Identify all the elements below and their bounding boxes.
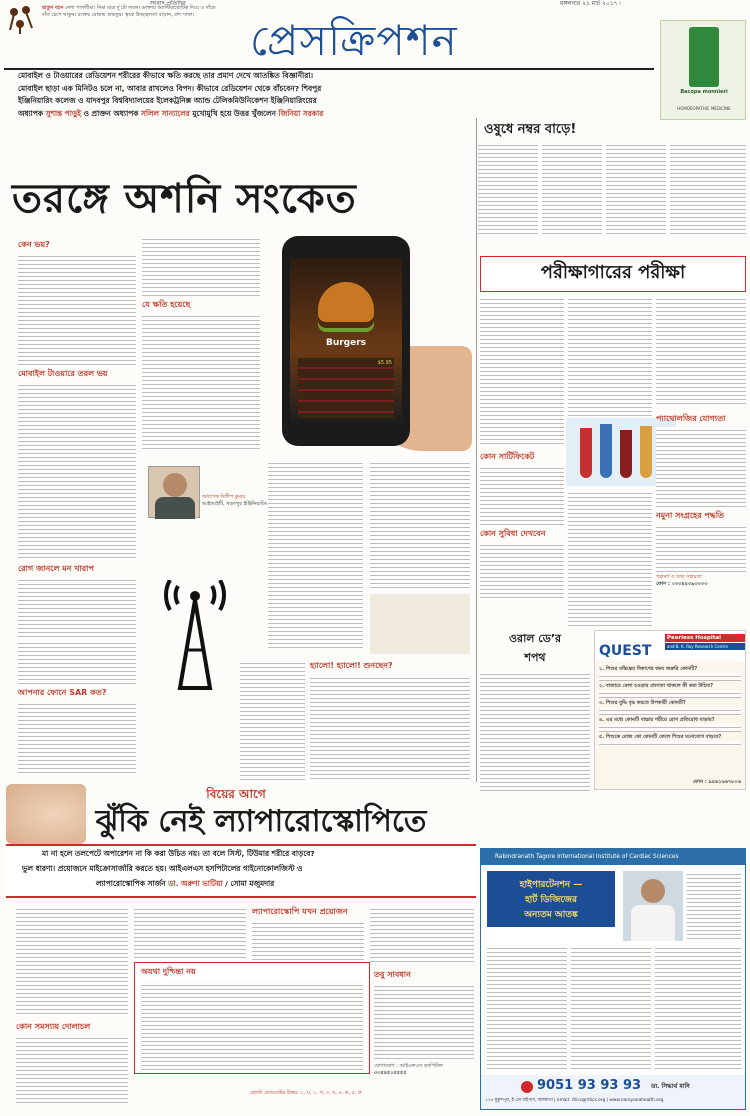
text-block <box>656 427 746 507</box>
exam-title: পরীক্ষাগারের পরীক্ষা <box>540 262 686 283</box>
exam-phone: ফোন : ০৩৩৪৪৩৯৩৩৩৩ <box>656 581 708 587</box>
text-block <box>18 253 136 365</box>
burger-image <box>318 282 374 322</box>
quest-header <box>595 631 745 661</box>
laparo-intro-bar <box>6 844 476 898</box>
laparo-sub1: ল্যাপারোস্কোপি যখন প্রয়োজন <box>252 907 348 916</box>
text-block <box>656 524 746 572</box>
section-sar: আপনার ফোনে SAR কত? <box>18 688 107 697</box>
laparo-col-4 <box>374 966 474 1077</box>
text-block <box>18 701 136 773</box>
rtiics-title-box <box>487 871 615 927</box>
text-block <box>480 465 564 525</box>
rtiics-doctor: ডা. সিদ্ধার্থ মানি <box>651 1083 690 1090</box>
advisor-label: পরামর্শ ও তথ্য সহায়তা <box>656 574 702 580</box>
teaser <box>42 5 217 19</box>
tips-title: হ্যালো! হ্যালো! শুনছেন? <box>310 661 393 670</box>
text-block <box>542 142 602 236</box>
sample-title: নমুনা সংগ্রহের পদ্ধতি <box>656 511 725 520</box>
quest-phone: ফোন : ৯৪৬১৬৬৭৮০৬ <box>692 779 741 785</box>
text-block <box>18 640 136 684</box>
text-block <box>141 982 363 1072</box>
pathology-title: প্যাথোলজির যোগ্যতা <box>656 414 726 423</box>
quest-q5: ৫. শিশুকে রোজ কো কোনটি ফেলে শিশুর মনোযোগ বাড়বে? <box>599 734 722 740</box>
laparo-callout <box>134 962 370 1074</box>
text-block <box>240 660 305 780</box>
text-block <box>480 671 590 791</box>
text-block <box>252 920 364 964</box>
callout-title: অযথা দুশ্চিন্তা নয় <box>141 967 196 976</box>
page-title: প্রেসক্রিপশন <box>250 16 458 65</box>
text-block <box>268 460 363 650</box>
text-block <box>142 313 260 449</box>
exam-sub1: কোন সার্টিফিকেট <box>480 452 535 461</box>
laparo-headline: ঝুঁকি নেই ল্যাপারোস্কোপিতে <box>95 804 427 839</box>
clove-image <box>6 4 38 34</box>
pathology-box <box>656 410 746 588</box>
oral-article <box>480 630 590 790</box>
laparo-intro-3: ল্যাপারোস্কোপিক সার্জন ডা. অরুণা ভাটিয়া / সোমা মজুমদার <box>96 879 275 888</box>
doctor-name: ডা. অরুণা ভাটিয়া <box>168 879 223 888</box>
medicine-title: ওষুধে নম্বর বাড়ে! <box>484 122 577 137</box>
section-disease: রোগ জানলে মন খারাপ <box>18 564 94 573</box>
text-block <box>655 945 741 1071</box>
section-harm: যে ক্ষতি হয়েছে <box>142 300 191 309</box>
tips-box <box>310 660 470 780</box>
expert-title: আইআইটি, খড়্গপুর ইঞ্জিনিয়ারিং <box>202 501 268 507</box>
hospital-centre: and B. K. Roy Research Centre <box>665 643 745 650</box>
column-rule <box>476 118 477 782</box>
expert-name-2: সলিল সান্যালের <box>140 108 190 118</box>
expert-name: অধ্যাপক দিলীপ কুমার <box>202 494 246 500</box>
app-price: $5.95 <box>377 360 392 366</box>
text-block <box>670 142 746 236</box>
text-block <box>487 945 567 1071</box>
expert-caption <box>202 494 268 508</box>
oral-title: ওরাল ডে’র <box>508 632 562 645</box>
lead-headline: তরঙ্গে অশনি সংকেত <box>12 176 357 222</box>
rtiics-name: Rabindranath Tagore International Institute of Cardiac Sciences <box>495 854 679 860</box>
hospital-name: Peerless Hospital <box>665 634 745 642</box>
text-block <box>480 542 564 598</box>
text-block <box>606 142 666 236</box>
doctor-photo <box>623 871 683 941</box>
ad-maker: HOMOEOPATHIC MEDICINE <box>677 106 731 111</box>
rtiics-title-3: অন্যতম আতঙ্ক <box>524 910 578 920</box>
rtiics-title: হাইপারটেনশন — <box>519 880 583 890</box>
rtiics-header <box>481 849 745 865</box>
author-name: জিনিয়া সরকার <box>278 108 324 118</box>
text-block <box>18 382 136 560</box>
lead-middle-column <box>142 236 260 466</box>
header-ad <box>660 20 746 120</box>
rtiics-title-2: হার্ট ডিজিজের <box>525 895 577 905</box>
intro-line-3: ইঞ্জিনিয়ারিং কলেজ ও যাদবপুর বিশ্ববিদ্যালয়ের ইলেকট্রনিক্স অ্যান্ড টেলিকমিউনিকেশন ইঞ্জিনিয়ারিংয়ের <box>18 96 317 105</box>
laparo-col-3 <box>252 906 364 964</box>
section-why: কেন ভয়? <box>18 240 50 249</box>
ad-brand: Bacopa monnieri <box>680 89 728 95</box>
exam-banner <box>480 256 746 292</box>
quest-q3: ৩. শিশুর বুদ্ধি বৃদ্ধ করতে উপকারী কোনটি? <box>599 700 686 706</box>
phone-hand-image <box>262 226 474 456</box>
medicine-bottle-image <box>689 27 719 87</box>
exam-sub2: কোন সুবিধা দেখবেন <box>480 529 546 538</box>
phone-body <box>282 236 410 446</box>
text-block <box>374 983 474 1061</box>
text-block <box>134 906 246 958</box>
medicine-article <box>478 118 748 238</box>
laparo-contact-phone: ৩৩৫৪৫০৫৫৫৫ <box>374 1070 407 1076</box>
text-block <box>480 296 564 446</box>
text-block <box>142 236 260 296</box>
phone-icon <box>521 1081 533 1093</box>
phone-screen <box>290 258 402 424</box>
teaser-text: নেশা পাগলীমা। নিমা মাত্র দু'টো লবঙ্গ। ডাক্তার অ্যান্টিবায়োটিক দিয়ে ও দাঁতে দাঁত চেপে থাকুন। রক্তের মোকাম শুদ্ধতুর। ত্বকে উজ্জ্বলতা বাড়ান, প্রশ সাফা। <box>42 5 216 18</box>
quest-label: QUEST <box>599 643 652 659</box>
lead-intro <box>18 70 468 120</box>
text-block <box>16 1035 128 1103</box>
teaser-highlight: ছাতুন বচন <box>42 5 64 11</box>
text-block <box>571 945 651 1071</box>
puzzle-answers: হেলদি কোয়েস্টের উত্তর: ১. ঘ, ২. গ, ৩. ঘ, ৪. ক, ৫. ক <box>250 1090 362 1096</box>
quest-q1: ১. শিশুর মস্তিষ্কের বিকাশের জন্য জরুরি কোনটি? <box>599 666 698 672</box>
text-block <box>478 142 538 236</box>
exam-cert <box>480 448 564 598</box>
rtiics-footer <box>481 1075 745 1109</box>
issue-date: মঙ্গলবার ২১ মার্চ ২০১৭ ৷ <box>560 0 621 7</box>
quest-q2: ২. বাজারে মেলা চওড়ার প্রবণতা থাকলে কী করা উচিত? <box>599 683 714 689</box>
intro-line-2: মোবাইল ছাড়া এক মিনিটও চলে না, আবার রাখলেও বিপদ। কীভাবে রেডিয়েশন থেকে বাঁচবেন? শিবপুর <box>18 83 322 93</box>
lead-left-column <box>18 236 136 626</box>
text-block <box>370 906 474 962</box>
laparo-sub2: কোন সমস্যায় দোলাচল <box>16 1022 91 1031</box>
caption-box <box>370 594 470 654</box>
laparo-col-1b <box>16 1018 128 1103</box>
newspaper-label: সংবাদ প্রতিদিন <box>150 0 186 7</box>
quest-q4: ৪. এর মধ্যে কোনটি বাচ্চার শরীরে রোগ প্রতিরোধ বাড়ায়? <box>599 717 715 723</box>
rtiics-address: ১২৪ মুকুন্দপুর, ই এম বাইপাস, কলকাতা | email: rtiics@rtiics.org | www.narayanahealth.org <box>485 1098 664 1103</box>
laparo-banner <box>6 784 476 844</box>
rtiics-phone[interactable]: 9051 93 93 93 <box>537 1078 642 1093</box>
app-title: Burgers <box>325 338 367 348</box>
laparo-sub3: তবু সাবধান <box>374 970 411 979</box>
text-block <box>370 460 470 590</box>
tower-icon <box>150 580 240 690</box>
text-block <box>568 490 652 626</box>
intro-line-4: অধ্যাপক সুশান্ত পাড়ুই ও প্রাক্তন অধ্যাপক সলিল সান্যালের মুখোমুখি হয়ে উত্তর খুঁজলেন জিনিয়া সরকার <box>18 108 324 118</box>
expert-name-1: সুশান্ত পাড়ুই <box>45 108 81 118</box>
rtiics-ad <box>480 848 746 1110</box>
text-block <box>310 675 470 781</box>
text-block <box>687 871 741 941</box>
laparo-contact: যোগাযোগ : আইএলএস হসপিটাল <box>374 1063 443 1069</box>
expert-photo <box>148 466 200 518</box>
intro-line-1: মোবাইল ও টাওয়ারের রেডিয়েশন শরীরের কীভাবে ক্ষতি করছে তার প্রমাণ দেখে আতঙ্কিত বিজ্ঞানীরা। <box>18 71 314 80</box>
text-block <box>16 906 128 1016</box>
quest-box <box>594 630 746 790</box>
oral-title-2: শপথ <box>524 651 546 664</box>
section-mobile-tower: মোবাইল টাওয়ারে তরল ভয় <box>18 369 108 378</box>
lead-left-column-2 <box>18 640 136 780</box>
menu-list <box>298 358 394 418</box>
text-block <box>18 577 136 637</box>
text-block <box>656 296 746 406</box>
laparo-intro-1: মা না হলে তলপেটে অপারেশন না কি করা উচিত নয়। তা বলে সিস্ট, টিউমার শরীরে বাড়বে? <box>42 849 315 858</box>
quest-questions <box>595 661 745 750</box>
laparo-intro-2: ভুল ধারণা। প্রয়োজনে মাইক্রোসার্জারি করতে হয়। আইএলএস হসপিটালের গাইনোকোলজিস্ট ও <box>22 864 303 873</box>
laparo-top: বিয়ের আগে <box>206 787 266 801</box>
